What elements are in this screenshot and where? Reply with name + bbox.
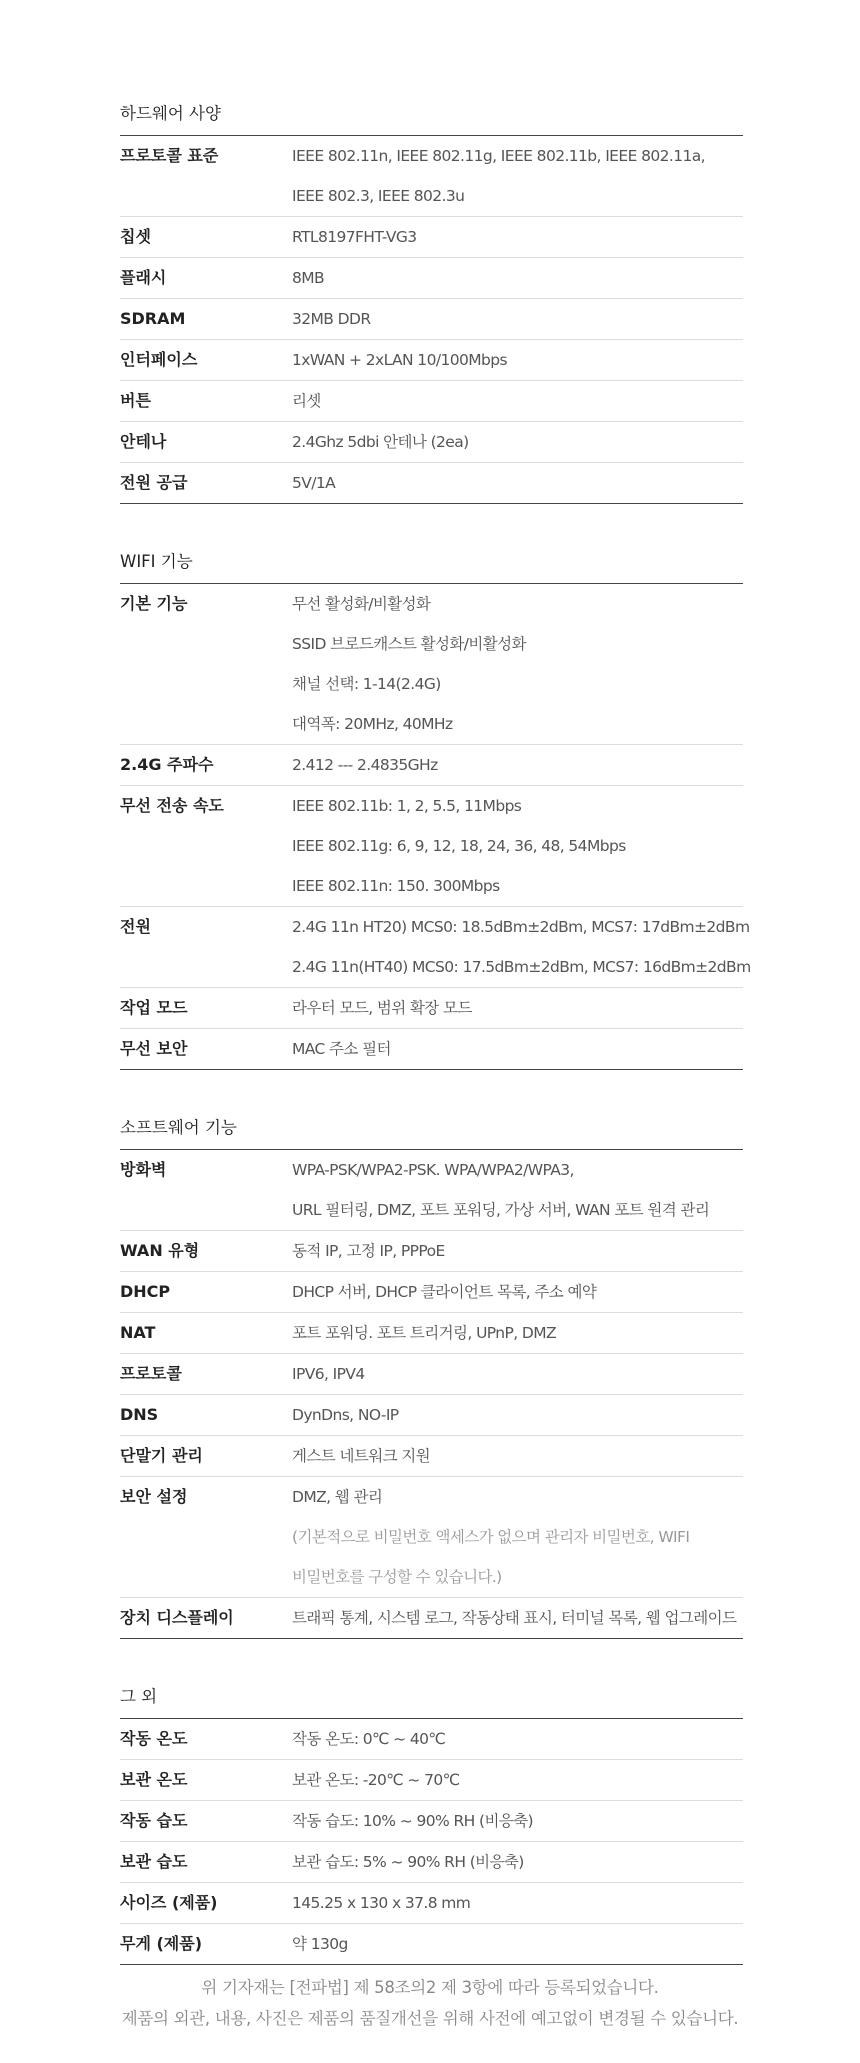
spec-key: 작업 모드 [120,998,188,1017]
spec-value: 2.4Ghz 5dbi 안테나 (2ea) [292,433,469,451]
spec-values [292,258,743,298]
spec-row [120,422,743,463]
spec-value: 포트 포워딩. 포트 트리거링, UPnP, DMZ [292,1324,557,1342]
spec-values [292,1842,743,1882]
spec-values [292,463,743,503]
spec-row [120,1231,743,1272]
spec-row [120,1760,743,1801]
spec-value: DHCP 서버, DHCP 클라이언트 목록, 주소 예약 [292,1283,597,1301]
spec-key: DNS [120,1405,159,1424]
spec-value: 라우터 모드, 범위 확장 모드 [292,999,472,1017]
spec-values [292,786,743,906]
spec-row [120,1395,743,1436]
spec-row [120,136,743,217]
footer-notice [0,1972,860,2034]
spec-values [292,340,743,380]
spec-key: 사이즈 (제품) [120,1893,218,1912]
spec-key: 버튼 [120,391,151,410]
section-title: 그 외 [120,1681,743,1719]
spec-value: 리셋 [292,392,321,410]
spec-key: 보관 온도 [120,1770,188,1789]
spec-value: RTL8197FHT-VG3 [292,228,417,246]
spec-key: 인터페이스 [120,350,198,369]
spec-values [292,1029,743,1069]
spec-key: 2.4G 주파수 [120,755,214,774]
spec-key: 기본 기능 [120,594,188,613]
spec-key: 전원 공급 [120,473,188,492]
spec-row [120,584,743,745]
spec-values [292,1313,743,1353]
spec-key: WAN 유형 [120,1241,200,1260]
spec-value: 무선 활성화/비활성화 [292,595,431,613]
spec-value: IEEE 802.11g: 6, 9, 12, 18, 24, 36, 48, 54Mbps [292,837,626,855]
spec-values [292,1760,743,1800]
spec-key: 작동 습도 [120,1811,188,1830]
spec-row [120,988,743,1029]
spec-table [120,584,751,1070]
spec-row [120,381,743,422]
spec-value: 1xWAN + 2xLAN 10/100Mbps [292,351,507,369]
spec-value: IEEE 802.3, IEEE 802.3u [292,187,465,205]
spec-section [120,546,751,1070]
spec-row [120,340,743,381]
spec-key: 보관 습도 [120,1852,188,1871]
spec-value: IEEE 802.11n: 150. 300Mbps [292,877,500,895]
spec-values [292,1477,743,1597]
spec-key: 무선 전송 속도 [120,796,224,815]
spec-row [120,745,743,786]
spec-section [120,98,743,504]
section-title: WIFI 기능 [120,546,743,584]
spec-key: 안테나 [120,432,167,451]
spec-value: 145.25 x 130 x 37.8 mm [292,1894,471,1912]
spec-row [120,1436,743,1477]
spec-value: 5V/1A [292,474,336,492]
section-title: 하드웨어 사양 [120,98,743,136]
spec-row [120,786,743,907]
spec-row [120,258,743,299]
spec-key: 방화벽 [120,1160,167,1179]
spec-values [292,584,743,744]
spec-value: 작동 습도: 10% ~ 90% RH (비응축) [292,1812,534,1830]
spec-key: 프로토콜 [120,1364,182,1383]
spec-value: 보관 온도: -20℃ ~ 70℃ [292,1771,460,1789]
spec-key: NAT [120,1323,156,1342]
section-title: 소프트웨어 기능 [120,1112,743,1150]
spec-values [292,422,743,462]
spec-key: SDRAM [120,309,186,328]
spec-values [292,1272,743,1312]
spec-value: 게스트 네트워크 지원 [292,1447,431,1465]
spec-values [292,745,743,785]
spec-key: DHCP [120,1282,171,1301]
spec-row [120,217,743,258]
spec-key: 프로토콜 표준 [120,146,219,165]
spec-row [120,299,743,340]
spec-row [120,1883,743,1924]
spec-value: URL 필터링, DMZ, 포트 포워딩, 가상 서버, WAN 포트 원격 관리 [292,1201,710,1219]
spec-key: 무게 (제품) [120,1934,203,1953]
spec-note: (기본적으로 비밀번호 액세스가 없으며 관리자 비밀번호, WIFI [292,1528,690,1546]
spec-value: 대역폭: 20MHz, 40MHz [292,715,453,733]
spec-values [292,1354,743,1394]
spec-value: MAC 주소 필터 [292,1040,391,1058]
spec-row [120,1801,743,1842]
spec-row [120,463,743,504]
spec-row [120,1477,743,1598]
footer-line-1: 위 기자재는 [전파법] 제 58조의2 제 3항에 따라 등록되었습니다. [201,1978,659,1997]
spec-row [120,1313,743,1354]
spec-key: 무선 보안 [120,1039,188,1058]
spec-value: 채널 선택: 1-14(2.4G) [292,675,441,693]
spec-value: 8MB [292,269,325,287]
spec-values [292,1883,743,1923]
spec-values [292,1231,743,1271]
spec-key: 작동 온도 [120,1729,188,1748]
spec-row [120,1598,743,1639]
spec-value: 약 130g [292,1935,348,1953]
spec-value: DynDns, NO-IP [292,1406,399,1424]
spec-values [292,1150,743,1230]
spec-value: 작동 온도: 0℃ ~ 40℃ [292,1730,446,1748]
spec-row [120,1272,743,1313]
spec-values [292,217,743,257]
spec-value: WPA-PSK/WPA2-PSK. WPA/WPA2/WPA3, [292,1161,574,1179]
spec-value: SSID 브로드캐스트 활성화/비활성화 [292,635,526,653]
spec-values [292,381,743,421]
spec-values [292,1924,743,1964]
spec-table [120,136,743,504]
spec-values [292,907,751,987]
spec-table [120,1719,743,1965]
spec-key: 플래시 [120,268,167,287]
spec-value: IPV6, IPV4 [292,1365,365,1383]
spec-row [120,1150,743,1231]
spec-row [120,907,751,988]
spec-values [292,299,743,339]
spec-values [292,988,743,1028]
spec-key: 칩셋 [120,227,151,246]
spec-value: 32MB DDR [292,310,371,328]
spec-values [292,1395,743,1435]
spec-row [120,1354,743,1395]
spec-values [292,1801,743,1841]
spec-values [292,1719,743,1759]
spec-page [120,0,751,1965]
spec-value: 2.412 --- 2.4835GHz [292,756,438,774]
spec-value: IEEE 802.11b: 1, 2, 5.5, 11Mbps [292,797,522,815]
spec-value: 2.4G 11n HT20) MCS0: 18.5dBm±2dBm, MCS7: 17dBm±2dBm [292,918,750,936]
spec-values [292,136,743,216]
spec-row [120,1719,743,1760]
spec-value: DMZ, 웹 관리 [292,1488,383,1506]
spec-key: 보안 설정 [120,1487,188,1506]
spec-values [292,1436,743,1476]
footer-line-2: 제품의 외관, 내용, 사진은 제품의 품질개선을 위해 사전에 예고없이 변경될 수 있습니다. [121,2009,739,2028]
spec-value: 트래픽 통계, 시스템 로그, 작동상태 표시, 터미널 목록, 웹 업그레이드 [292,1609,737,1627]
spec-value: 2.4G 11n(HT40) MCS0: 17.5dBm±2dBm, MCS7: 16dBm±2dBm [292,958,751,976]
spec-section [120,1681,743,1965]
spec-key: 장치 디스플레이 [120,1608,234,1627]
spec-table [120,1150,743,1639]
spec-section [120,1112,743,1639]
spec-row [120,1924,743,1965]
spec-key: 단말기 관리 [120,1446,203,1465]
spec-values [292,1598,743,1638]
spec-note: 비밀번호를 구성할 수 있습니다.) [292,1568,502,1586]
spec-row [120,1842,743,1883]
spec-key: 전원 [120,917,151,936]
spec-value: 동적 IP, 고정 IP, PPPoE [292,1242,445,1260]
spec-row [120,1029,743,1070]
spec-value: 보관 습도: 5% ~ 90% RH (비응축) [292,1853,524,1871]
spec-value: IEEE 802.11n, IEEE 802.11g, IEEE 802.11b, IEEE 802.11a, [292,147,705,165]
